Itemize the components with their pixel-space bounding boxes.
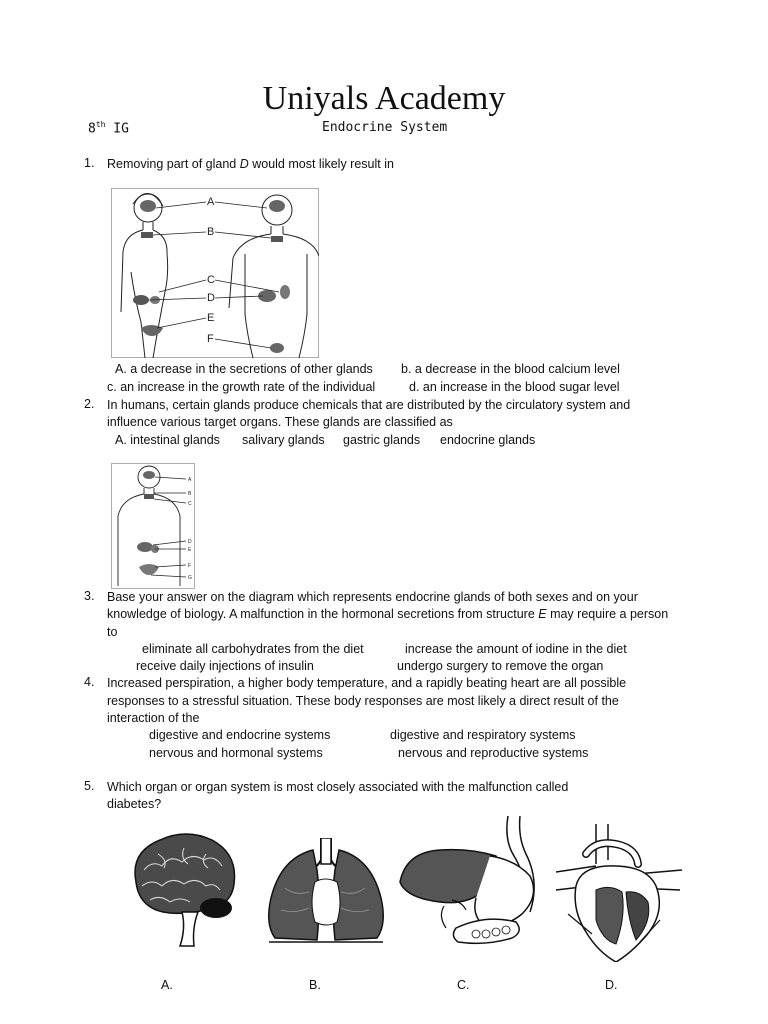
question-4-option-2: digestive and respiratory systems — [390, 728, 576, 742]
question-3-option-4: undergo surgery to remove the organ — [397, 659, 604, 673]
figure-1-label-c: C — [207, 274, 215, 286]
question-3-line-2: knowledge of biology. A malfunction in the hormonal secretions from structure E may require a person — [107, 607, 669, 621]
question-1-option-c: c. an increase in the growth rate of the individual — [107, 380, 376, 394]
figure-2-label-e: E — [188, 547, 192, 553]
question-4-line-1: Increased perspiration, a higher body temperature, and a rapidly beating heart are all possible — [107, 676, 627, 690]
question-3-option-3: receive daily injections of insulin — [136, 659, 314, 673]
organ-label-c: C. — [457, 978, 470, 992]
organ-label-a: A. — [161, 978, 173, 992]
question-2-line-2: influence various target organs. These glands are classified as — [107, 415, 453, 429]
figure-2-label-d: D — [188, 539, 192, 545]
question-4-line-3: interaction of the — [107, 711, 200, 725]
endocrine-glands-both-sexes-diagram — [111, 188, 319, 358]
question-2-option-a: A. intestinal glands — [115, 433, 220, 447]
endocrine-glands-diagram — [111, 463, 195, 589]
question-1-option-d: d. an increase in the blood sugar level — [409, 380, 620, 394]
figure-2-label-a: A — [188, 477, 192, 483]
question-4-line-2: responses to a stressful situation. These body responses are most likely a direct result of the — [107, 694, 619, 708]
question-2-number: 2. — [84, 397, 95, 411]
figure-2-label-g: G — [188, 575, 192, 581]
figure-2-label-f: F — [188, 563, 192, 569]
figure-2-label-b: B — [188, 491, 192, 497]
subject-label: Endocrine System — [322, 120, 448, 135]
question-3-option-2: increase the amount of iodine in the diet — [405, 642, 627, 656]
figure-1-label-b: B — [207, 226, 215, 238]
question-2-option-d: endocrine glands — [440, 433, 536, 447]
question-2-option-c: gastric glands — [343, 433, 421, 447]
heart-illustration — [556, 824, 684, 962]
figure-1-label-e: E — [207, 312, 215, 324]
question-5-number: 5. — [84, 779, 95, 793]
organ-label-d: D. — [605, 978, 618, 992]
question-4-option-3: nervous and hormonal systems — [149, 746, 323, 760]
question-1-text: Removing part of gland D would most likely result in — [107, 157, 394, 171]
question-4-number: 4. — [84, 675, 95, 689]
question-1-option-a: A. a decrease in the secretions of other glands — [115, 362, 373, 376]
question-4-option-1: digestive and endocrine systems — [149, 728, 331, 742]
lungs-illustration — [265, 838, 387, 946]
figure-1-label-f: F — [207, 333, 214, 345]
grade-label: 8th IG — [88, 120, 129, 137]
question-3-number: 3. — [84, 589, 95, 603]
organ-label-b: B. — [309, 978, 321, 992]
question-3-line-3: to — [107, 625, 118, 639]
page-title: Uniyals Academy — [262, 80, 506, 117]
question-4-option-4: nervous and reproductive systems — [398, 746, 589, 760]
figure-1-label-a: A — [207, 196, 215, 208]
question-3-line-1: Base your answer on the diagram which represents endocrine glands of both sexes and on your — [107, 590, 638, 604]
question-5-line-2: diabetes? — [107, 797, 162, 811]
brain-illustration — [128, 830, 240, 948]
figure-1-label-d: D — [207, 292, 215, 304]
question-1-number: 1. — [84, 156, 95, 170]
liver-pancreas-illustration — [396, 816, 546, 954]
question-2-line-1: In humans, certain glands produce chemicals that are distributed by the circulatory system and — [107, 398, 631, 412]
question-5-line-1: Which organ or organ system is most closely associated with the malfunction called — [107, 780, 569, 794]
question-2-option-b: salivary glands — [242, 433, 325, 447]
question-1-option-b: b. a decrease in the blood calcium level — [401, 362, 620, 376]
figure-2-label-c: C — [188, 501, 192, 507]
question-3-option-1: eliminate all carbohydrates from the diet — [142, 642, 364, 656]
